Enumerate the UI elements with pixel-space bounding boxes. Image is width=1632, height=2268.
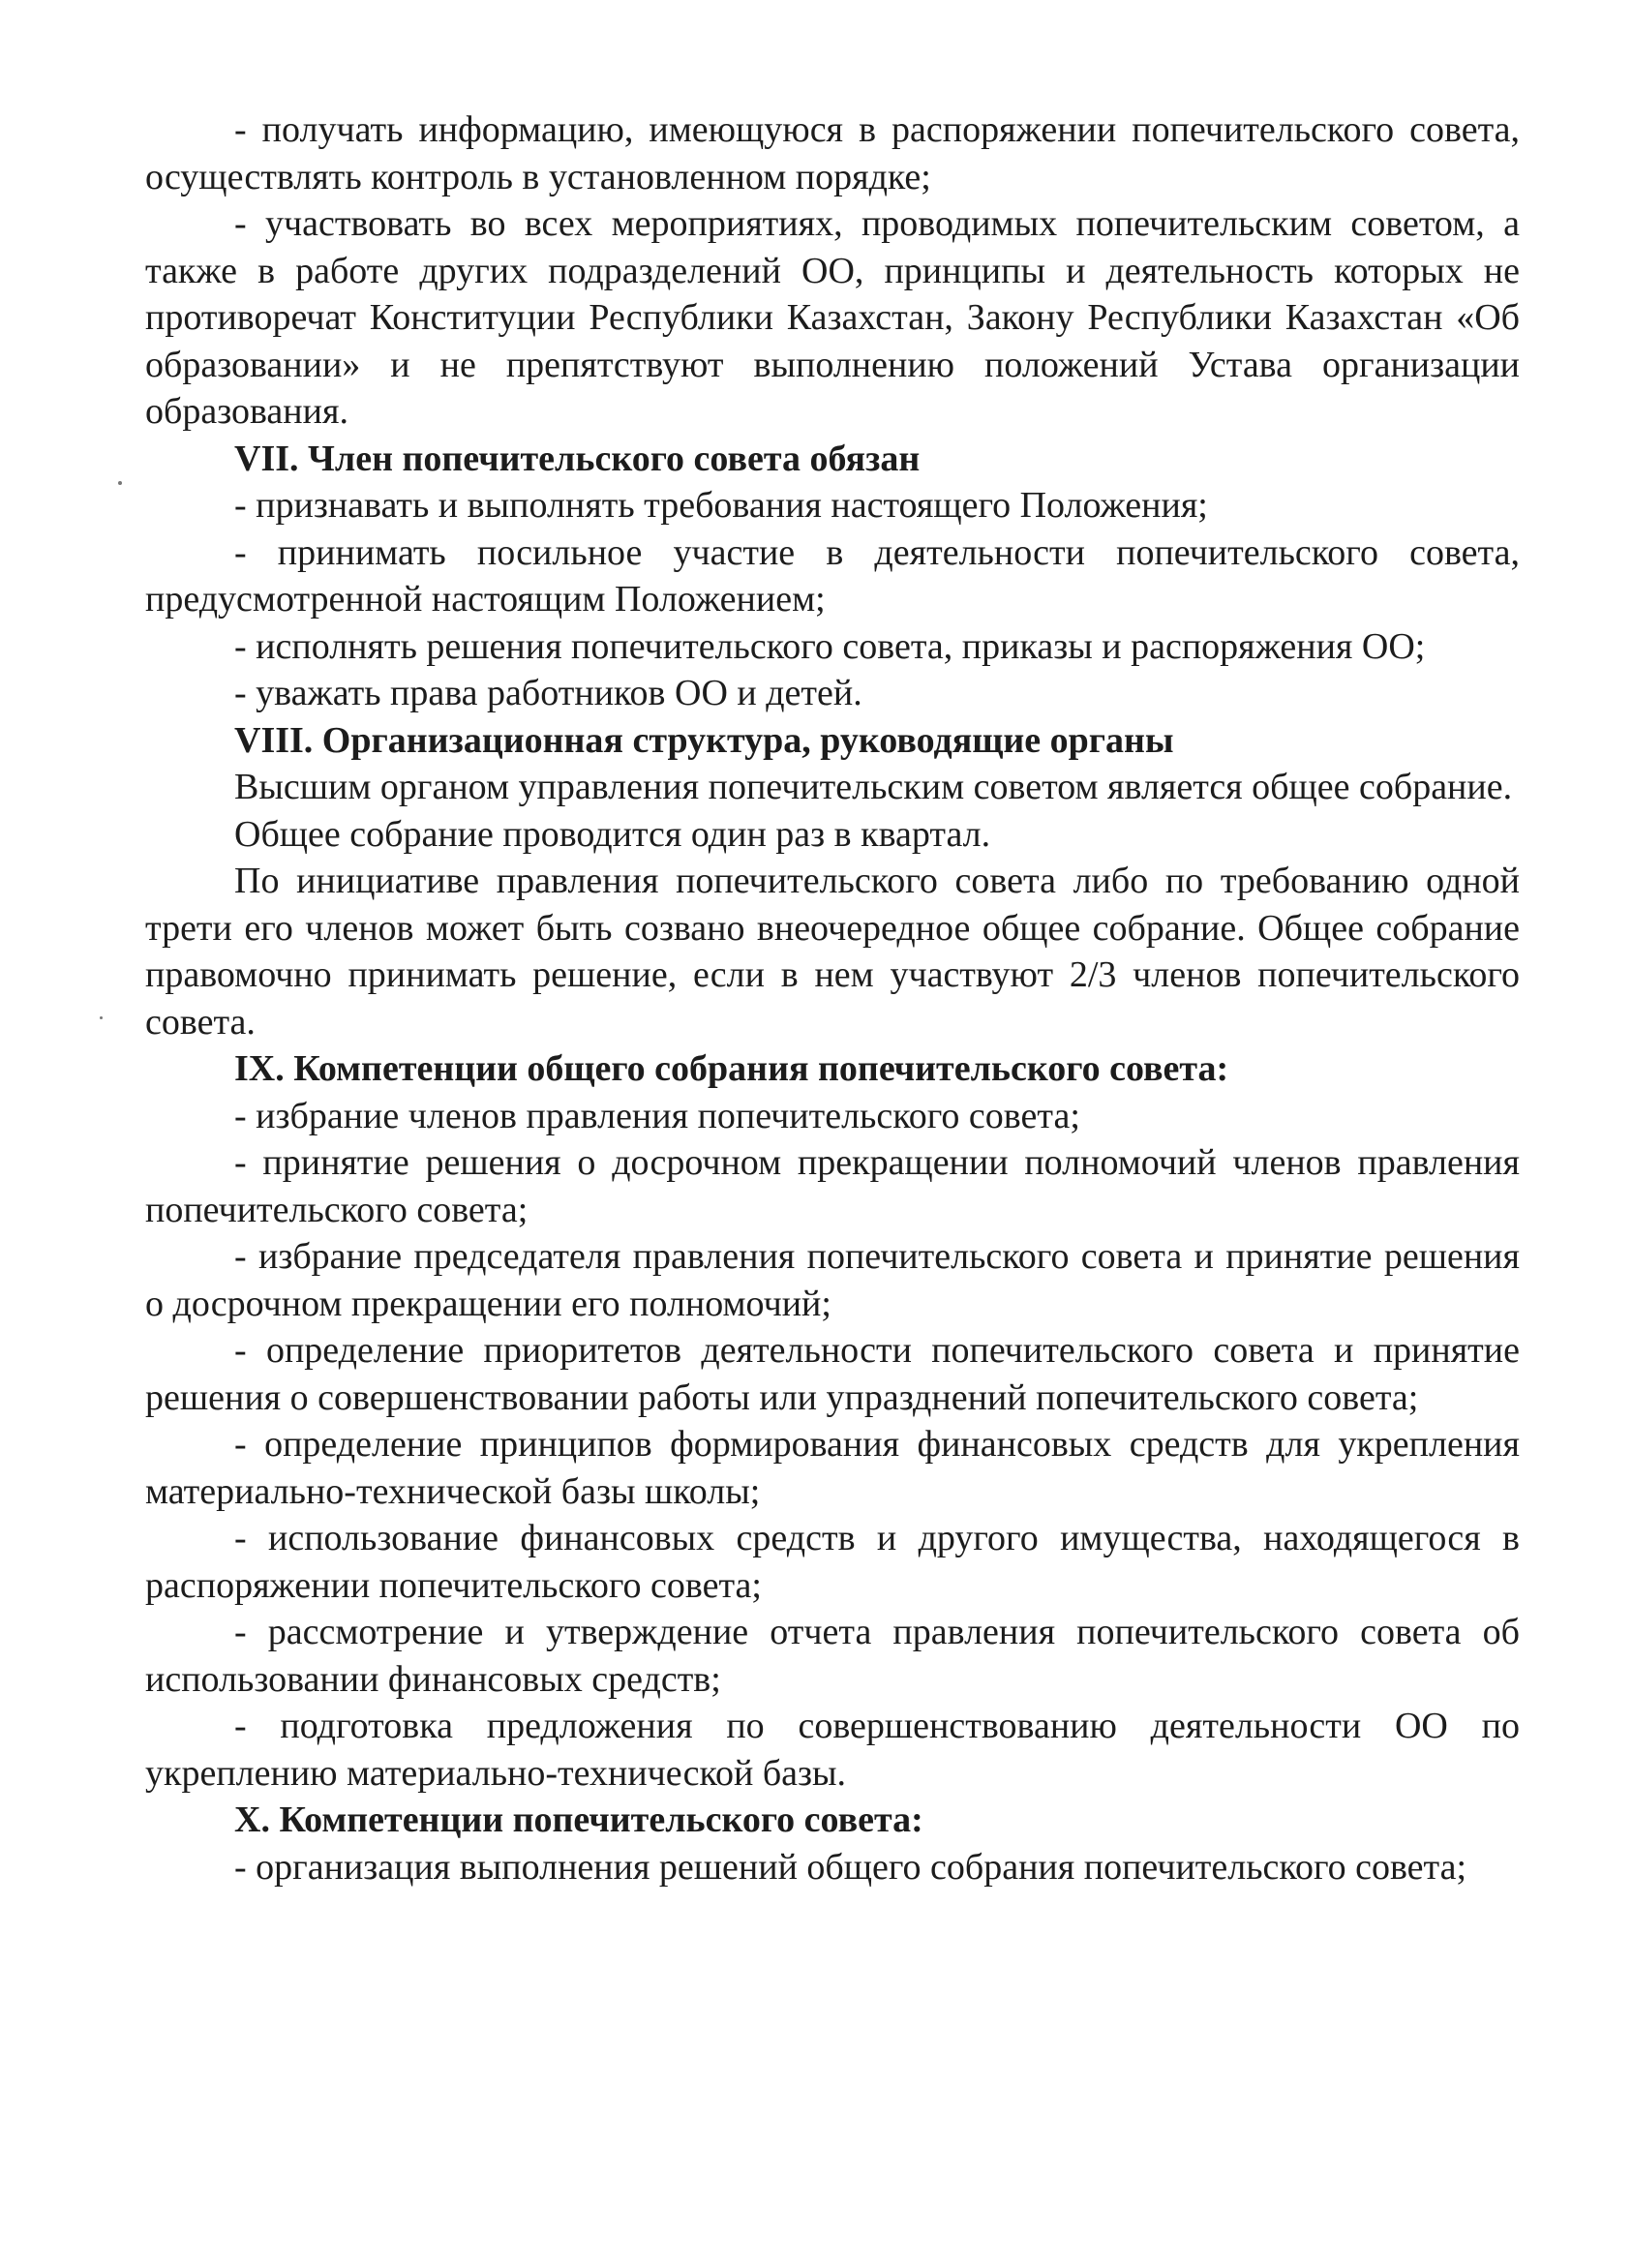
paragraph-terminate-board: - принятие решения о досрочном прекращении полномочий членов правления попечительского совета; <box>145 1142 1520 1230</box>
paragraph-right-participate: - участвовать во всех мероприятиях, проводимых попечительским советом, а также в работе других подразделений ОО, принципы и деятельность которых не противоречат Конституции Республики Казахстан, Закону Республики Казахстан «Об образовании» и не препятствуют выполнению положений Устава организации образования. <box>145 203 1520 432</box>
paragraph-quarterly-meeting: Общее собрание проводится один раз в квартал. <box>234 813 991 855</box>
scan-speck <box>100 1016 103 1019</box>
scan-speck <box>118 481 122 485</box>
paragraph-supreme-body: Высшим органом управления попечительским советом является общее собрание. <box>234 767 1513 807</box>
paragraph-duty-comply: - признавать и выполнять требования настоящего Положения; <box>234 485 1208 526</box>
paragraph-priorities: - определение приоритетов деятельности попечительского совета и принятие решения о совершенствовании работы или упразднений попечительского совета; <box>145 1330 1520 1418</box>
paragraph-duty-respect: - уважать права работников ОО и детей. <box>234 673 862 713</box>
section-heading-x: X. Компетенции попечительского совета: <box>234 1799 923 1840</box>
paragraph-elect-chair: - избрание председателя правления попечительского совета и принятие решения о досрочном прекращении его полномочий; <box>145 1236 1520 1324</box>
paragraph-elect-board: - избрание членов правления попечительского совета; <box>234 1095 1080 1136</box>
paragraph-funding-principles: - определение принципов формирования финансовых средств для укрепления материально-технической базы школы; <box>145 1424 1520 1512</box>
document-page <box>145 106 1520 1890</box>
paragraph-extraordinary-meeting: По инициативе правления попечительского совета либо по требованию одной трети его членов может быть созвано внеочередное общее собрание. Общее собрание правомочно принимать решение, если в нем участвуют 2/3 членов попечительского совета. <box>145 861 1520 1043</box>
paragraph-use-of-funds: - использование финансовых средств и другого имущества, находящегося в распоряжении попечительского совета; <box>145 1518 1520 1606</box>
paragraph-organize-execution: - организация выполнения решений общего собрания попечительского совета; <box>234 1846 1467 1888</box>
section-heading-viii: VIII. Организационная структура, руководящие органы <box>234 719 1174 761</box>
paragraph-duty-execute: - исполнять решения попечительского совета, приказы и распоряжения ОО; <box>234 625 1426 667</box>
paragraph-improvement-proposals: - подготовка предложения по совершенствованию деятельности ОО по укреплению материально-технической базы. <box>145 1706 1520 1794</box>
section-heading-vii: VII. Член попечительского совета обязан <box>234 438 921 479</box>
paragraph-duty-participate: - принимать посильное участие в деятельности попечительского совета, предусмотренной настоящим Положением; <box>145 531 1520 620</box>
paragraph-report-approval: - рассмотрение и утверждение отчета правления попечительского совета об использовании финансовых средств; <box>145 1612 1520 1700</box>
paragraph-right-get-information: - получать информацию, имеющуюся в распоряжении попечительского совета, осуществлять контроль в установленном порядке; <box>145 109 1520 197</box>
section-heading-ix: IX. Компетенции общего собрания попечительского совета: <box>234 1048 1229 1089</box>
